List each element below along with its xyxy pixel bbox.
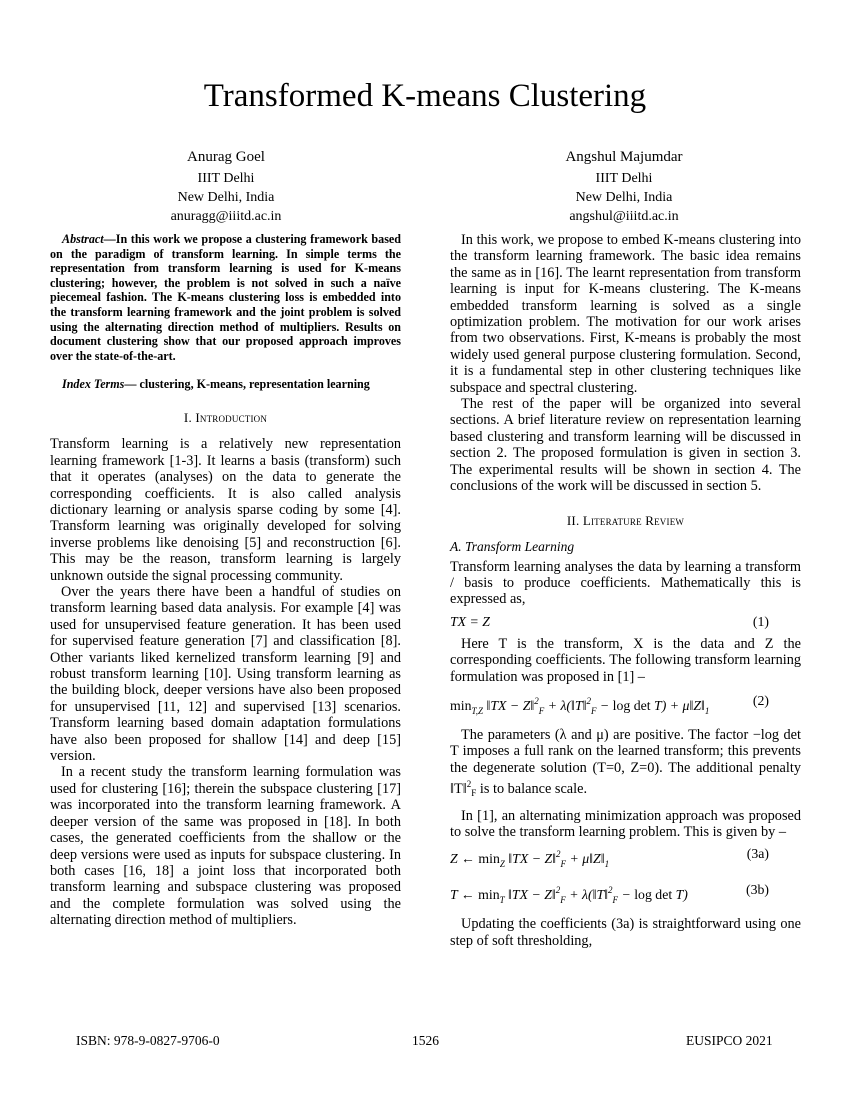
- equation-2: $\min_{T,Z}$ ‖TX − Z‖$^2_F$ + λ(‖T‖$^2_F$ − $\log \det T) + \mu‖Z‖_1$ (2): [450, 692, 769, 716]
- index-terms: [50, 377, 401, 392]
- subsection-heading-transform-learning: A. Transform Learning: [450, 538, 575, 554]
- footer-conference: EUSIPCO 2021: [686, 1033, 773, 1048]
- author-block-2: [474, 148, 774, 226]
- footer-page-number: 1526: [412, 1033, 439, 1048]
- author-email: angshul@iiitd.ac.in: [569, 209, 679, 224]
- author-name: Anurag Goel: [187, 149, 265, 165]
- author-location: New Delhi, India: [177, 190, 275, 205]
- equation-3b: T ← $\min_T$ ‖TX − Z‖$^2_F$ + λ(‖T‖$^2_F$ − log det T) (3b): [450, 882, 769, 906]
- paragraph: Transform learning analyses the data by learning a transform / basis to produce coefficients. Mathematically this is expressed as,: [450, 558, 801, 608]
- abstract-text: —In this work we propose a clustering framework based on the paradigm of transform learning. In simple terms the representation from transform learning is used for K-means clustering; however, the problem is not solved in such a naïve piecemeal fashion. The K-means clustering loss is embedded into the transform learning framework and the joint problem is solved using the alternating direction method of multipliers. Results on document clustering show that our proposed approach improves over the state-of-the-art.: [50, 232, 401, 363]
- equation-number: (3a): [746, 846, 769, 862]
- index-terms-text: — clustering, K-means, representation learning: [124, 377, 370, 392]
- left-column: [50, 232, 401, 929]
- abstract-label: Abstract: [62, 232, 104, 246]
- paragraph: In this work, we propose to embed K-means clustering into the transform learning framework. The basic idea remains the same as in [16]. The learnt representation from transform learning is input for K-means clustering. The K-means embedded transform learning is solved as a single optimization problem. The motivation for our work arises from two observations. First, K-means is probably the most widely used general purpose clustering formulation. Second, it is a fundamental step in other clustering techniques like subspace and spectral clustering.: [450, 232, 801, 396]
- paragraph: The rest of the paper will be organized into several sections. A brief literature review on representation learning based clustering and transform learning will be discussed in section 2. The proposed formulation is given in section 3. The experimental results will be shown in section 4. The conclusions of the work will be discussed in section 5.: [450, 396, 801, 495]
- author-email: anuragg@iiitd.ac.in: [170, 209, 282, 224]
- abstract: [50, 232, 401, 363]
- paragraph: Here T is the transform, X is the data and Z the corresponding coefficients. The following transform learning formulation was proposed in [1] –: [450, 635, 801, 685]
- paper-title: Transformed K-means Clustering: [203, 78, 647, 114]
- paragraph-text: is to balance scale.: [476, 781, 588, 798]
- paragraph: Transform learning is a relatively new representation learning framework [1-3]. It learns a basis (transform) such that it operates (analyses) on the data to generate the corresponding coefficients. It is also called analysis dictionary learning or analysis sparse coding by some [4]. Transform learning was originally developed for solving inverse problems like denoising [5] and reconstruction [6]. This may be the reason, transform learning is largely unknown outside the signal processing community.: [50, 436, 401, 584]
- author-block-1: [76, 148, 376, 226]
- paragraph: Updating the coefficients (3a) is straightforward using one step of soft thresholding,: [450, 916, 801, 949]
- right-column: [450, 232, 801, 949]
- author-affiliation: IIIT Delhi: [595, 171, 653, 186]
- equation-1: TX = Z (1): [450, 613, 769, 629]
- equation-number: (1): [752, 613, 769, 629]
- footer-isbn: ISBN: 978-9-0827-9706-0: [76, 1033, 220, 1048]
- paragraph: Over the years there have been a handful of studies on transform learning based data analysis. For example [4] was used for unsupervised feature generation. It has been used for supervised feature generation [7] and classification [8]. Other variants liked kernelized transform learning [9] and robust transform learning [10]. Using transform learning as the building block, deeper versions have also been proposed for unsupervised [11, 12] and supervised [13] scenarios. Transform learning based domain adaptation formulations have also been proposed for shallow [14] and deep [15] version.: [50, 584, 401, 765]
- author-name: Angshul Majumdar: [565, 149, 683, 165]
- author-location: New Delhi, India: [575, 190, 673, 205]
- equation-number: (3b): [746, 882, 769, 898]
- section-heading-literature-review: II. Literature Review: [566, 512, 685, 528]
- paragraph: In a recent study the transform learning formulation was used for clustering [16]; therein the subspace clustering [17] was incorporated into the transform learning framework. A deeper version of the same was proposed in [18]. In both cases, the generated coefficients from the shallow or the deep versions were used as inputs for subspace clustering. In both cases [16, 18] a joint loss that incorporated both transform learning and subspace clustering was proposed and the complete formulation was solved using the alternating direction method of multipliers.: [50, 764, 401, 929]
- section-heading-introduction: I. Introduction: [183, 410, 268, 426]
- index-terms-label: Index Terms: [62, 377, 125, 392]
- paragraph: The parameters (λ and μ) are positive. The factor −log det T imposes a full rank on the learned transform; this prevents the degenerate solution (T=0, Z=0). The additional penalty ‖T‖$^2_F$ is to balance scale.: [450, 726, 801, 799]
- paragraph: In [1], an alternating minimization approach was proposed to solve the transform learning problem. This is given by –: [450, 807, 801, 840]
- equation-3a: Z ← $\min_Z$ ‖TX − Z‖$^2_F$ + $\mu‖Z‖_1$ (3a): [450, 846, 769, 870]
- author-affiliation: IIIT Delhi: [197, 171, 255, 186]
- equation-number: (2): [752, 692, 769, 708]
- paragraph-text: The parameters (λ and μ) are positive. The factor −log det T imposes a full rank on the learned transform; this prevents the degenerate solution (T=0, Z=0). The additional penalty ‖T‖: [450, 726, 801, 798]
